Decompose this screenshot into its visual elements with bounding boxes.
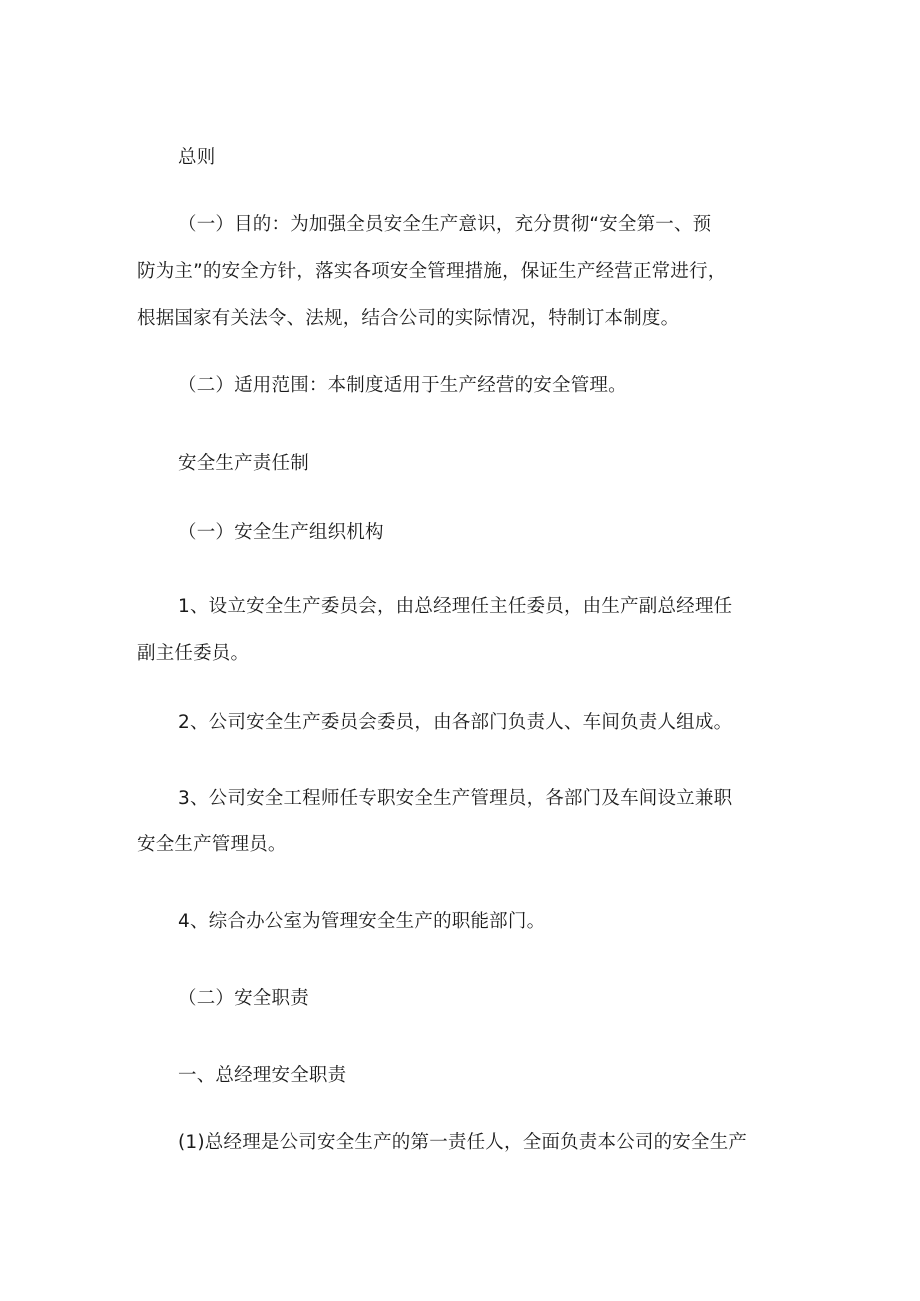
item-4: 4、综合办公室为管理安全生产的职能部门。 bbox=[178, 911, 546, 932]
item-3-line-2: 安全生产管理员。 bbox=[137, 834, 287, 855]
paragraph-scope: （二）适用范围：本制度适用于生产经营的安全管理。 bbox=[178, 375, 627, 396]
subheading-duties: （二）安全职责 bbox=[178, 988, 309, 1009]
item-2: 2、公司安全生产委员会委员，由各部门负责人、车间负责人组成。 bbox=[178, 712, 733, 733]
paragraph-purpose-line-1: （一）目的：为加强全员安全生产意识，充分贯彻“安全第一、预 bbox=[178, 214, 712, 235]
item-1-line-1: 1、设立安全生产委员会，由总经理任主任委员，由生产副总经理任 bbox=[178, 596, 733, 617]
item-1-line-2: 副主任委员。 bbox=[137, 643, 250, 664]
paragraph-purpose-line-2: 防为主”的安全方针，落实各项安全管理措施，保证生产经营正常进行， bbox=[137, 261, 727, 282]
heading-general-provisions: 总则 bbox=[178, 147, 216, 168]
subheading-organization: （一）安全生产组织机构 bbox=[178, 522, 384, 543]
subheading-gm-duties: 一、总经理安全职责 bbox=[178, 1065, 347, 1086]
paragraph-purpose-line-3: 根据国家有关法令、法规，结合公司的实际情况，特制订本制度。 bbox=[137, 308, 680, 329]
gm-duty-1: (1)总经理是公司安全生产的第一责任人，全面负责本公司的安全生产 bbox=[178, 1132, 748, 1153]
heading-safety-responsibility: 安全生产责任制 bbox=[178, 453, 309, 474]
item-3-line-1: 3、公司安全工程师任专职安全生产管理员，各部门及车间设立兼职 bbox=[178, 788, 733, 809]
